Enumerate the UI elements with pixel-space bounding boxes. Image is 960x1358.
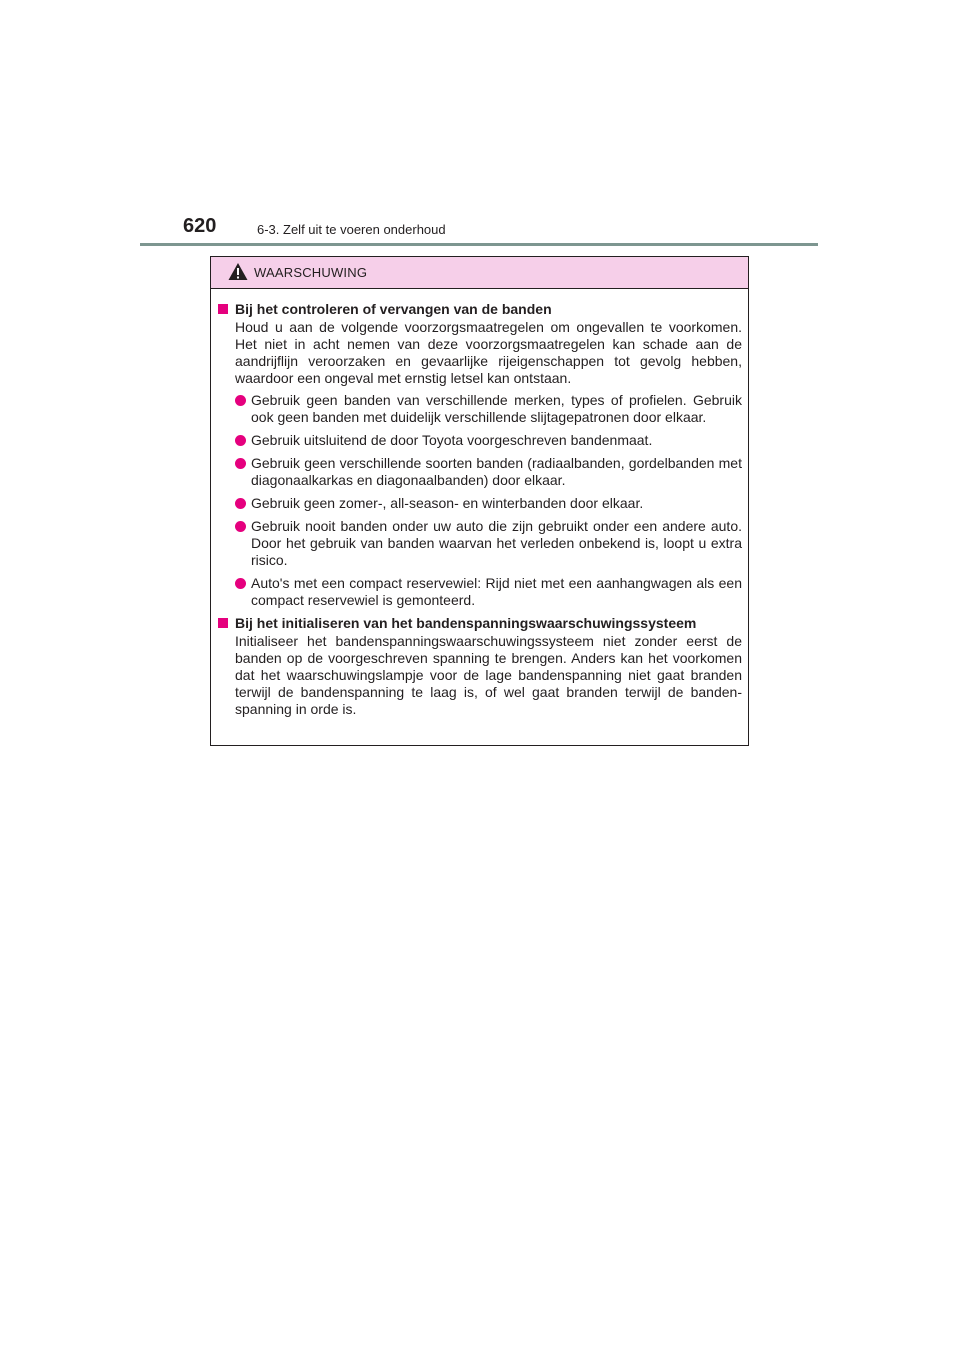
section-title: 6-3. Zelf uit te voeren onderhoud xyxy=(257,222,446,237)
bullet-dot-icon xyxy=(235,498,246,509)
section-heading: Bij het controleren of vervangen van de banden xyxy=(218,301,742,318)
square-bullet-icon xyxy=(218,618,228,628)
warning-body xyxy=(211,289,748,718)
page-number: 620 xyxy=(183,215,217,237)
list-item: Gebruik geen verschillende soorten banden (radiaalbanden, gordelbanden met diagonaalkarkas en diagonaalbanden) door elkaar. xyxy=(218,455,742,489)
square-bullet-icon xyxy=(218,304,228,314)
list-item: Gebruik geen zomer-, all-season- en winterbanden door elkaar. xyxy=(218,495,742,512)
warning-header xyxy=(211,257,748,289)
bullet-dot-icon xyxy=(235,521,246,532)
warning-box xyxy=(210,256,749,746)
bullet-dot-icon xyxy=(235,395,246,406)
section-text: Initialiseer het bandenspanningswaarschuwingssysteem niet zonder eerst de banden op de voorgeschreven spanning te brengen. Anders kan het voorkomen dat het waarschuwingslampje voor de lage bandenspanning niet gaat branden terwijl de bandenspanning te laag is, of wel gaat branden terwijl de banden-spanning in orde is. xyxy=(235,633,742,717)
warning-section-tires xyxy=(218,301,742,609)
bullet-dot-icon xyxy=(235,435,246,446)
warning-title: WAARSCHUWING xyxy=(254,265,368,280)
section-heading: Bij het initialiseren van het bandenspanningswaarschuwingssysteem xyxy=(218,615,742,632)
list-item: Gebruik nooit banden onder uw auto die zijn gebruikt onder een andere auto. Door het gebruik van banden waarvan het verleden onbekend is, loopt u extra risico. xyxy=(218,518,742,569)
list-item: Gebruik geen banden van verschillende merken, types of profielen. Gebruik ook geen banden met duidelijk verschillende slijtagepatronen door elkaar. xyxy=(218,392,742,426)
header-divider xyxy=(140,243,818,246)
section-text: Houd u aan de volgende voorzorgsmaatregelen om ongevallen te voorkomen. Het niet in acht nemen van deze voorzorgsmaatregelen kan schade aan de aandrijflijn veroorzaken en gevaarlijke rijeigenschappen tot gevolg hebben, waardoor een ongeval met ernstig letsel kan ontstaan. xyxy=(235,319,742,386)
warning-triangle-icon xyxy=(228,262,248,281)
warning-section-tpms xyxy=(218,615,742,718)
list-item: Auto's met een compact reservewiel: Rijd niet met een aanhangwagen als een compact reservewiel is gemonteerd. xyxy=(218,575,742,609)
list-item: Gebruik uitsluitend de door Toyota voorgeschreven bandenmaat. xyxy=(218,432,742,449)
bullet-dot-icon xyxy=(235,458,246,469)
bullet-list xyxy=(218,392,742,609)
bullet-dot-icon xyxy=(235,578,246,589)
